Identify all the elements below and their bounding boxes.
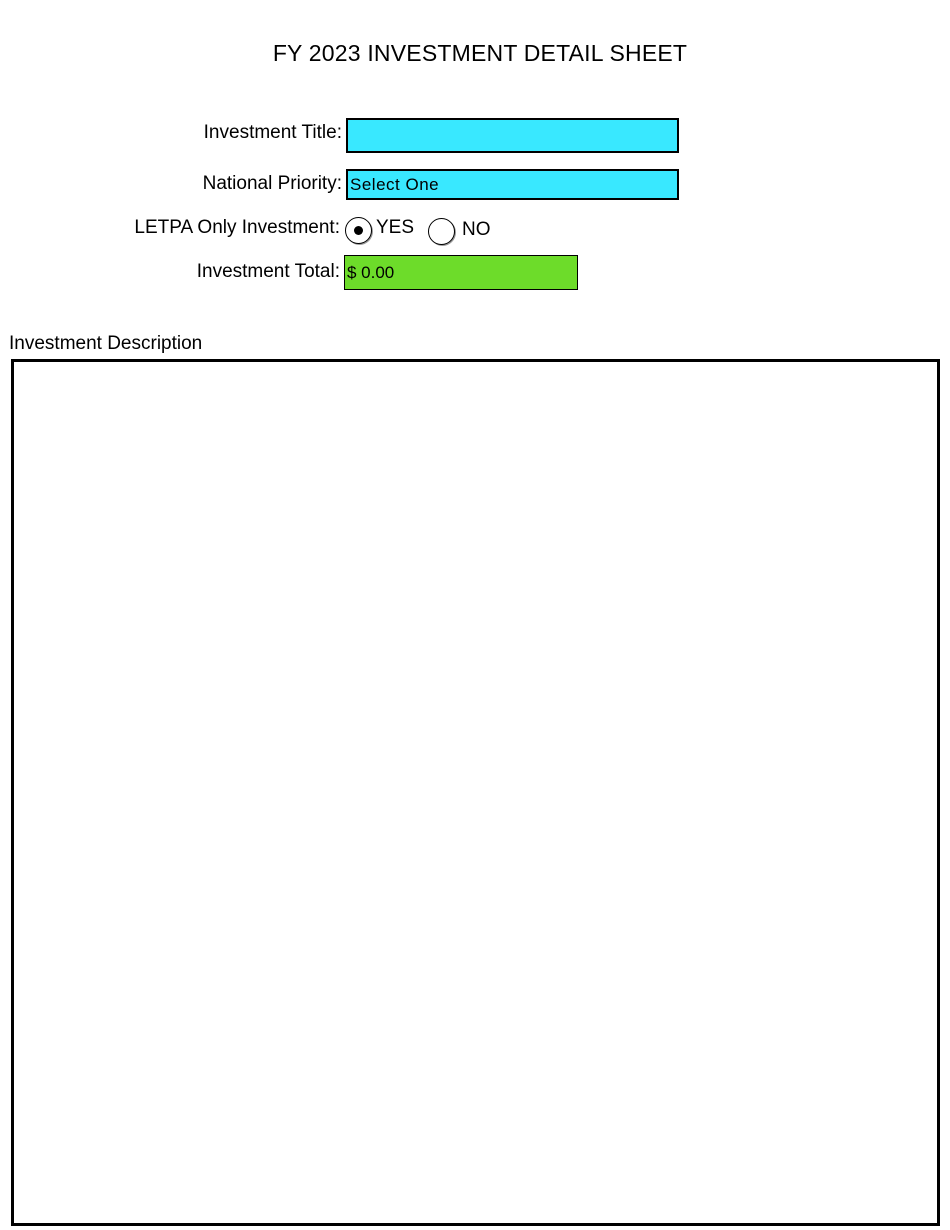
national-priority-select[interactable] — [346, 169, 679, 200]
page-title: FY 2023 INVESTMENT DETAIL SHEET — [272, 40, 688, 66]
investment-description-label: Investment Description — [9, 333, 203, 354]
letpa-yes-label: YES — [376, 217, 415, 238]
letpa-only-label: LETPA Only Investment: — [134, 217, 340, 238]
investment-total-label: Investment Total: — [196, 261, 340, 282]
investment-title-label: Investment Title: — [203, 122, 342, 143]
letpa-no-radio[interactable] — [428, 218, 455, 245]
radio-selected-icon — [354, 226, 363, 235]
national-priority-selected-value: Select One — [350, 174, 440, 194]
investment-title-input[interactable] — [346, 118, 679, 153]
investment-total-value: $ 0.00 — [347, 262, 395, 282]
letpa-yes-radio[interactable] — [345, 217, 372, 244]
investment-description-textarea[interactable] — [11, 359, 940, 1226]
investment-total-field — [344, 255, 578, 290]
letpa-no-label: NO — [462, 219, 491, 240]
national-priority-label: National Priority: — [202, 173, 342, 194]
